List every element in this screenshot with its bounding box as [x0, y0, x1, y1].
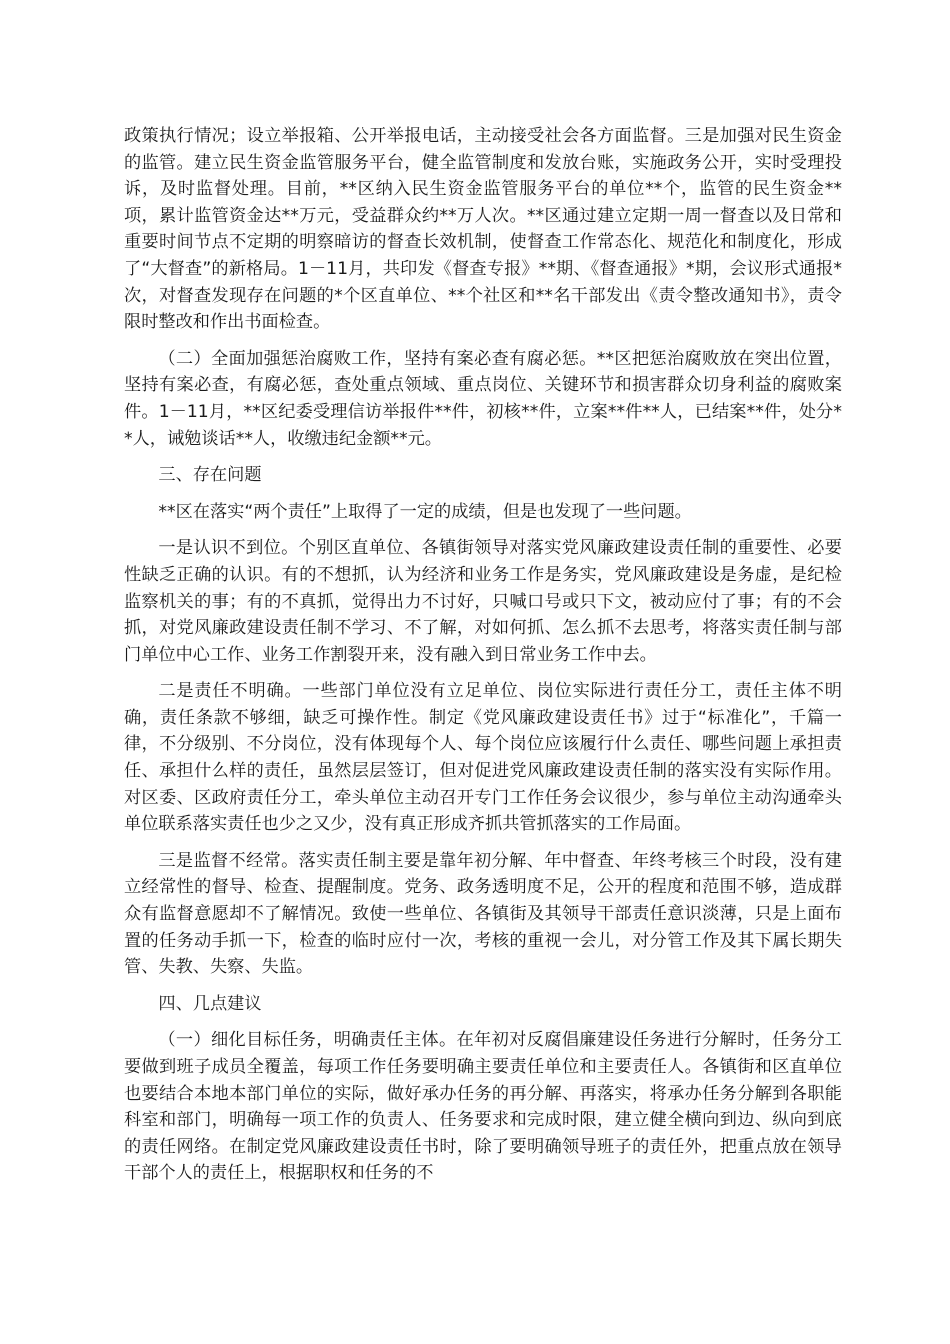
paragraph-4: 一是认识不到位。个别区直单位、各镇街领导对落实党风廉政建设责任制的重要性、必要性缺乏正确的认识。有的不想抓，认为经济和业务工作是务实，党风廉政建设是务虚，是纪检监察机关的事；有的不真抓，觉得出力不讨好，只喊口号或只下文，被动应付了事；有的不会抓，对党风廉政建设责任制不学习、不了解，对如何抓、怎么抓不去思考，将落实责任制与部门单位中心工作、业务工作割裂开来，没有融入到日常业务工作中去。 [124, 538, 842, 665]
document-page [124, 123, 842, 1197]
section-heading-3: 三、存在问题 [158, 465, 262, 486]
paragraph-7: （一）细化目标任务，明确责任主体。在年初对反腐倡廉建设任务进行分解时，任务分工要做到班子成员全覆盖，每项工作任务要明确主要责任单位和主要责任人。各镇街和区直单位也要结合本地本部门单位的实际，做好承办任务的再分解、再落实，将承办任务分解到各职能科室和部门，明确每一项工作的负责人、任务要求和完成时限，建立健全横向到边、纵向到底的责任网络。在制定党风廉政建设责任书时，除了要明确领导班子的责任外，把重点放在领导干部个人的责任上，根据职权和任务的不 [124, 1030, 842, 1184]
section-heading-4: 四、几点建议 [158, 993, 262, 1014]
paragraph-6: 三是监督不经常。落实责任制主要是靠年初分解、年中督查、年终考核三个时段，没有建立经常性的督导、检查、提醒制度。党务、政务透明度不足，公开的程度和范围不够，造成群众有监督意愿却不了解情况。致使一些单位、各镇街及其领导干部责任意识淡薄，只是上面布置的任务动手抓一下，检查的临时应付一次，考核的重视一会儿，对分管工作及其下属长期失管、失教、失察、失监。 [124, 850, 842, 978]
paragraph-3: **区在落实“两个责任”上取得了一定的成绩，但是也发现了一些问题。 [158, 501, 692, 522]
paragraph-5: 二是责任不明确。一些部门单位没有立足单位、岗位实际进行责任分工，责任主体不明确，责任条款不够细，缺乏可操作性。制定《党风廉政建设责任书》过于“标准化”，千篇一律，不分级别、不分岗位，没有体现每个人、每个岗位应该履行什么责任、哪些问题上承担责任、承担什么样的责任，虽然层层签订，但对促进党风廉政建设责任制的落实没有实际作用。对区委、区政府责任分工，牵头单位主动召开专门工作任务会议很少，参与单位主动沟通牵头单位联系落实责任也少之又少，没有真正形成齐抓共管抓落实的工作局面。 [124, 681, 842, 835]
paragraph-2: （二）全面加强惩治腐败工作，坚持有案必查有腐必惩。**区把惩治腐败放在突出位置，坚持有案必查，有腐必惩，查处重点领域、重点岗位、关键环节和损害群众切身利益的腐败案件。1－11月，**区纪委受理信访举报件**件，初核**件，立案**件**人，已结案**件，处分**人，诫勉谈话**人，收缴违纪金额**元。 [124, 348, 842, 449]
paragraph-1: 政策执行情况；设立举报箱、公开举报电话，主动接受社会各方面监督。三是加强对民生资金的监管。建立民生资金监管服务平台，健全监管制度和发放台账，实施政务公开，实时受理投诉，及时监督处理。目前，**区纳入民生资金监管服务平台的单位**个，监管的民生资金**项，累计监管资金达**万元，受益群众约**万人次。**区通过建立定期一周一督查以及日常和重要时间节点不定期的明察暗访的督查长效机制，使督查工作常态化、规范化和制度化，形成了“大督查”的新格局。1－11月，共印发《督查专报》**期、《督查通报》*期，会议形式通报*次，对督查发现存在问题的*个区直单位、**个社区和**名干部发出《责令整改通知书》，责令限时整改和作出书面检查。 [124, 126, 842, 333]
